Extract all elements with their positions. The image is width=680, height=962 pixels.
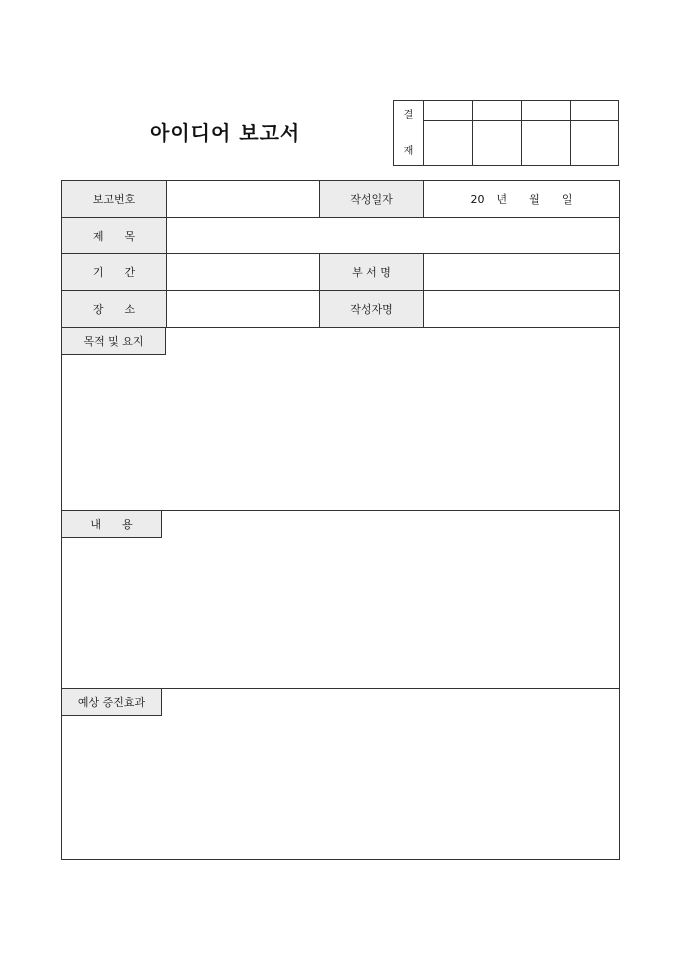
period-field[interactable] (166, 254, 319, 290)
place-field[interactable] (166, 291, 319, 327)
approval-sign-cell[interactable] (571, 121, 619, 165)
form-row-period (62, 254, 619, 291)
content-label: 내 용 (62, 511, 162, 538)
form-row-place (62, 291, 619, 328)
form-row-report-no (62, 181, 619, 218)
subject-field[interactable] (166, 218, 619, 253)
department-field[interactable] (423, 254, 619, 290)
author-label: 작성자명 (319, 291, 423, 327)
report-no-label: 보고번호 (62, 181, 166, 217)
form-row-subject (62, 218, 619, 254)
date-field[interactable] (423, 181, 619, 217)
place-label: 장 소 (62, 291, 166, 327)
page-title: 아이디어 보고서 (150, 121, 301, 145)
effect-section[interactable] (62, 689, 619, 859)
period-label: 기 간 (62, 254, 166, 290)
department-label: 부 서 명 (319, 254, 423, 290)
date-year-label: 년 (496, 193, 508, 206)
approval-sign-cell[interactable] (473, 121, 521, 165)
approval-sign-cell[interactable] (522, 121, 570, 165)
date-month-label: 월 (529, 193, 540, 206)
author-field[interactable] (423, 291, 619, 327)
content-section[interactable] (62, 511, 619, 689)
effect-label: 예상 증진효과 (62, 689, 162, 716)
purpose-section[interactable] (62, 328, 619, 511)
purpose-label: 목적 및 요지 (62, 328, 166, 355)
date-prefix: 20 (470, 192, 485, 206)
report-no-field[interactable] (166, 181, 319, 217)
report-form (61, 180, 620, 860)
approval-box (393, 100, 619, 166)
date-label: 작성일자 (319, 181, 423, 217)
date-day-label: 일 (561, 193, 573, 206)
approval-label-bottom: 재 (403, 146, 414, 157)
approval-label-top: 결 (403, 110, 414, 121)
approval-sign-cell[interactable] (424, 121, 472, 165)
subject-label: 제 목 (62, 218, 166, 253)
